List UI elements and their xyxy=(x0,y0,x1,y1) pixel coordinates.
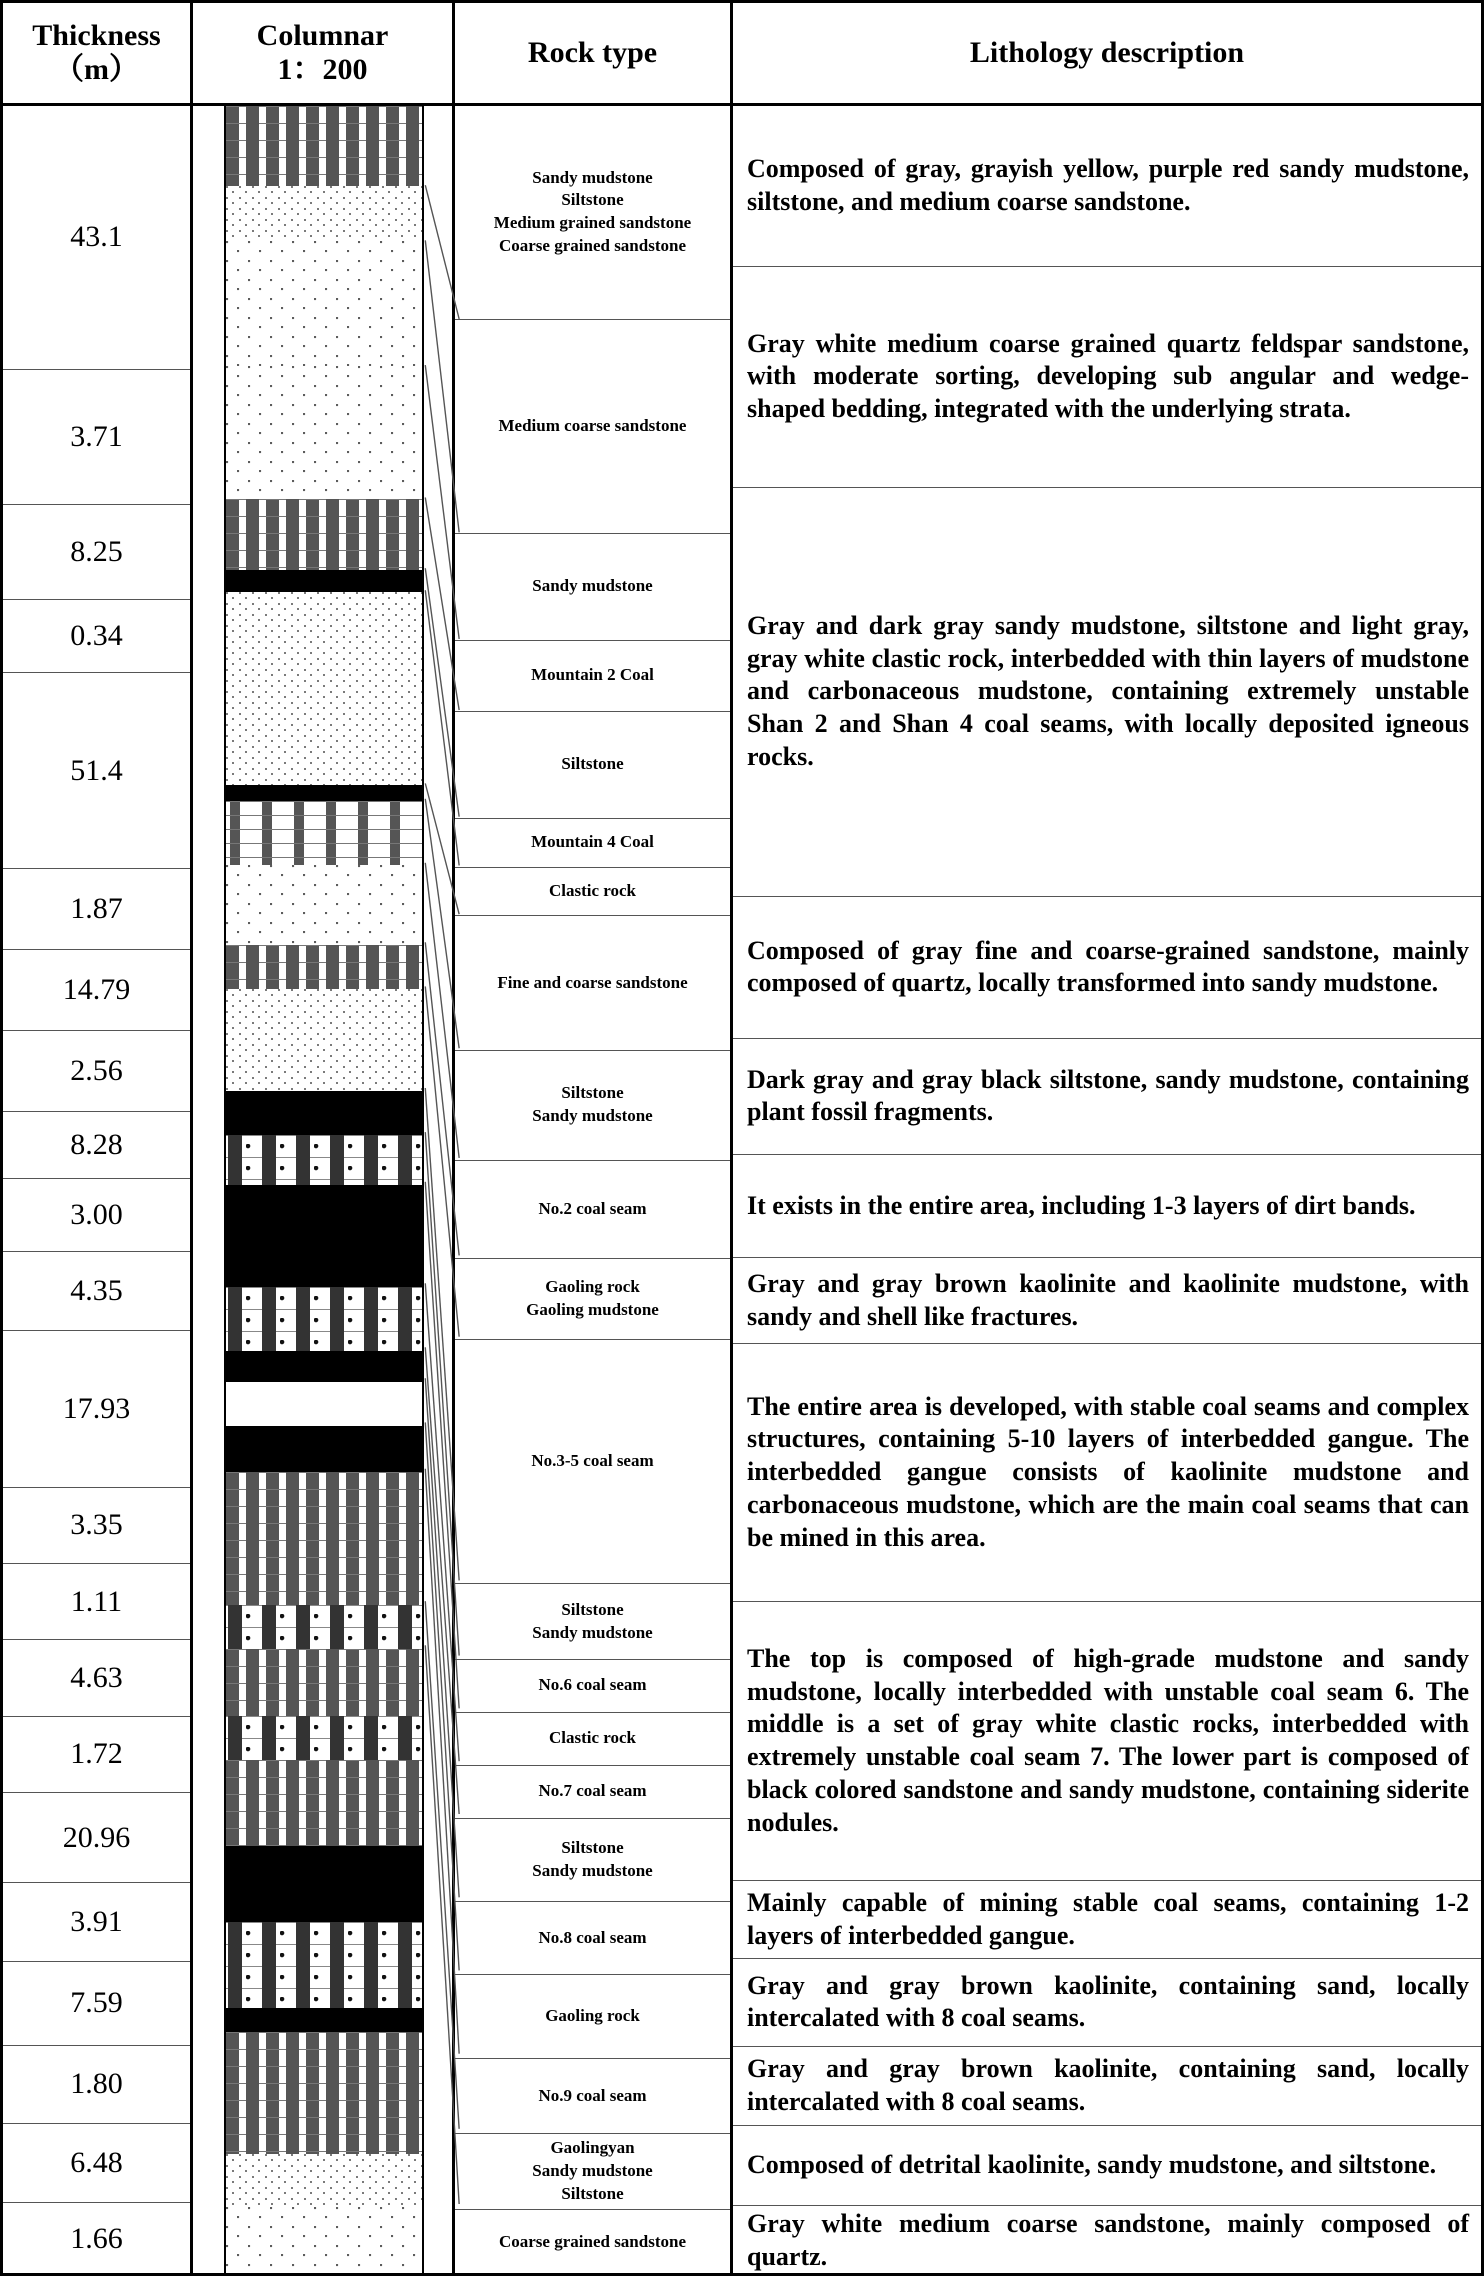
rock-type-row xyxy=(455,1819,730,1903)
thickness-row xyxy=(3,600,190,673)
thickness-value: 3.35 xyxy=(70,1508,123,1542)
rock-type-row xyxy=(455,534,730,641)
lithology-segment-coal-band xyxy=(226,1426,422,1472)
thickness-row xyxy=(3,1793,190,1883)
rock-type-row xyxy=(455,819,730,868)
thickness-value: 8.28 xyxy=(70,1127,123,1161)
lithology-segment-sandy-mudstone xyxy=(226,106,422,186)
lithology-segment-sandy-mudstone-2 xyxy=(226,499,422,570)
lithology-segment-gaoling-rock-2 xyxy=(226,1922,422,2008)
rock-type-label: Sandy mudstone xyxy=(532,576,653,596)
header-thickness xyxy=(3,3,193,103)
lithology-description-row xyxy=(733,2126,1481,2206)
thickness-value: 4.35 xyxy=(70,1273,123,1307)
lithology-segment-fine-coarse-sandstone xyxy=(226,865,422,945)
lithology-description-row xyxy=(733,1039,1481,1155)
lithology-segment-gaolingyan-sandy-mudstone xyxy=(226,2032,422,2154)
thickness-row xyxy=(3,1640,190,1716)
thickness-row xyxy=(3,1564,190,1640)
lithology-description-row xyxy=(733,267,1481,487)
lithology-description-row xyxy=(733,2206,1481,2276)
thickness-value: 1.72 xyxy=(70,1737,123,1771)
thickness-value: 1.87 xyxy=(70,892,123,926)
thickness-row xyxy=(3,869,190,950)
lithology-segment-no7-coal-seam xyxy=(226,1716,422,1760)
rock-type-row xyxy=(455,1259,730,1340)
lithology-segment-medium-grained-sandstone xyxy=(226,241,422,366)
thickness-value: 7.59 xyxy=(70,1986,123,2020)
thickness-row xyxy=(3,1883,190,1962)
thickness-value: 1.11 xyxy=(70,1584,123,1618)
thickness-value: 1.80 xyxy=(70,2067,123,2101)
lithology-description-text: Gray white medium coarse grained quartz feldspar sandstone, with moderate sorting, developing sub angular and wedge-shaped bedding, integrated with the underlying strata. xyxy=(747,328,1469,424)
lithology-segment-medium-coarse-sandstone xyxy=(226,366,422,499)
rock-type-label: Siltstone xyxy=(561,1599,624,1619)
lithology-strip xyxy=(224,106,424,2273)
lithology-description-row xyxy=(733,1155,1481,1258)
lithology-segment-siltstone-2 xyxy=(226,592,422,786)
header-rock-type: Rock type xyxy=(455,3,733,103)
lithology-segment-siltstone-4 xyxy=(226,2154,422,2207)
lithology-segment-clastic-rock-2 xyxy=(226,1649,422,1715)
lithology-description-column xyxy=(733,106,1481,2273)
lithology-segment-siltstone-sandy-mudstone-3 xyxy=(226,1760,422,1846)
rock-type-label: Coarse grained sandstone xyxy=(498,236,686,256)
header-columnar-line1: Columnar xyxy=(256,19,389,53)
lithology-segment-no6-coal-seam xyxy=(226,1605,422,1649)
thickness-row xyxy=(3,370,190,505)
lithology-description-text: Composed of gray fine and coarse-grained sandstone, mainly composed of quartz, locally transformed into sandy mudstone. xyxy=(747,935,1469,998)
rock-type-row xyxy=(455,1713,730,1766)
lithology-description-text: Gray and gray brown kaolinite, containing sand, locally intercalated with 8 coal seams. xyxy=(747,1970,1469,2033)
lithology-description-text: Gray and dark gray sandy mudstone, siltstone and light gray, gray white clastic rock, interbedded with thin layers of mudstone and carbonaceous mudstone, containing extremely unstable Shan 2 and Shan 4 coal seams, with locally deposited igneous rocks. xyxy=(747,610,1469,771)
lithology-description-row xyxy=(733,897,1481,1039)
lithology-description-row xyxy=(733,106,1481,267)
lithology-description-text: Composed of gray, grayish yellow, purple red sandy mudstone, siltstone, and medium coarse sandstone. xyxy=(747,154,1469,217)
rock-type-label: Medium coarse sandstone xyxy=(498,415,687,435)
thickness-value: 43.1 xyxy=(70,220,123,254)
rock-type-row xyxy=(455,1051,730,1161)
thickness-row xyxy=(3,950,190,1031)
header-lithology-description: Lithology description xyxy=(969,36,1245,70)
rock-type-label: Sandy mudstone xyxy=(532,2160,653,2180)
rock-type-label: Mountain 4 Coal xyxy=(531,832,654,852)
thickness-value: 4.63 xyxy=(70,1661,123,1695)
thickness-row xyxy=(3,1331,190,1488)
rock-type-label: Gaolingyan xyxy=(550,2138,635,2158)
rock-type-label: Gaoling mudstone xyxy=(526,1299,659,1319)
lithology-description-row xyxy=(733,1959,1481,2047)
rock-type-row xyxy=(455,1975,730,2059)
rock-type-label: Siltstone xyxy=(561,754,624,774)
thickness-column xyxy=(3,106,193,2273)
rock-type-row xyxy=(455,641,730,712)
thickness-value: 3.00 xyxy=(70,1198,123,1232)
lithology-description-text: Gray and gray brown kaolinite and kaolinite mudstone, with sandy and shell like fractures. xyxy=(747,1268,1469,1331)
rock-type-row xyxy=(455,2134,730,2209)
rock-type-label: No.9 coal seam xyxy=(538,2085,647,2105)
lithology-description-row xyxy=(733,1881,1481,1958)
thickness-value: 14.79 xyxy=(62,973,131,1007)
rock-type-label: Siltstone xyxy=(561,1083,624,1103)
rock-type-row xyxy=(455,2059,730,2134)
rock-type-row xyxy=(455,1660,730,1713)
thickness-value: 3.71 xyxy=(70,419,123,453)
lithology-description-row xyxy=(733,1344,1481,1602)
lithology-segment-no9-coal-seam xyxy=(226,2008,422,2032)
lithology-segment-no8-coal-seam xyxy=(226,1846,422,1921)
thickness-row xyxy=(3,1252,190,1331)
lithology-segment-siltstone-3 xyxy=(226,989,422,1091)
rock-type-row xyxy=(455,1584,730,1659)
rock-type-label: Sandy mudstone xyxy=(532,1860,653,1880)
rock-type-row xyxy=(455,1161,730,1259)
rock-type-label: No.6 coal seam xyxy=(538,1675,647,1695)
lithology-segment-no3-5-coal-seam-lower xyxy=(226,1351,422,1382)
rock-type-label: No.7 coal seam xyxy=(538,1781,647,1801)
thickness-row xyxy=(3,106,190,370)
thickness-row xyxy=(3,2203,190,2276)
lithology-description-text: Mainly capable of mining stable coal seams, containing 1-2 layers of interbedded gangue. xyxy=(747,1887,1469,1950)
table-body xyxy=(3,106,1481,2273)
lithology-segment-interbedded-gangue xyxy=(226,1287,422,1351)
lithology-segment-gaoling-rock xyxy=(226,1135,422,1185)
rock-type-label: Gaoling rock xyxy=(545,2006,640,2026)
rock-type-label: No.8 coal seam xyxy=(538,1927,647,1947)
lithology-segment-blank-gap xyxy=(226,1382,422,1426)
lithology-description-text: Gray and gray brown kaolinite, containing sand, locally intercalated with 8 coal seams. xyxy=(747,2054,1469,2117)
thickness-row xyxy=(3,673,190,869)
thickness-value: 3.91 xyxy=(70,1904,123,1938)
thickness-value: 1.66 xyxy=(70,2222,123,2256)
rock-type-row xyxy=(455,2210,730,2276)
rock-type-row xyxy=(455,1766,730,1819)
rock-type-label: Clastic rock xyxy=(548,1728,637,1748)
rock-type-label: No.2 coal seam xyxy=(538,1198,647,1218)
rock-type-label: Siltstone xyxy=(561,2183,624,2203)
lithology-segment-siltstone-sandy-mudstone-2 xyxy=(226,1472,422,1605)
rock-type-label: Siltstone xyxy=(561,1837,624,1857)
thickness-value: 51.4 xyxy=(70,753,123,787)
lithology-segment-mountain-4-coal xyxy=(226,785,422,800)
lithology-segment-siltstone-sandy-mudstone xyxy=(226,945,422,989)
header-thickness-line2: （m） xyxy=(53,53,139,86)
rock-type-column xyxy=(455,106,733,2273)
rock-type-label: Siltstone xyxy=(561,190,624,210)
lithology-description-row xyxy=(733,1602,1481,1881)
lithology-description-text: The entire area is developed, with stable coal seams and complex structures, containing 5-10 layers of interbedded gangue. The interbedded gangue consists of kaolinite mudstone and carbonaceous mudstone, which are the main coal seams that can be mined in this area. xyxy=(747,1391,1469,1552)
rock-type-row xyxy=(455,1902,730,1975)
thickness-row xyxy=(3,2124,190,2203)
rock-type-label: Medium grained sandstone xyxy=(493,213,692,233)
rock-type-row xyxy=(455,712,730,819)
table-header xyxy=(3,3,1481,106)
lithology-description-text: Gray white medium coarse sandstone, mainly composed of quartz. xyxy=(747,2209,1469,2271)
rock-type-label: No.3-5 coal seam xyxy=(531,1451,654,1471)
lithology-segment-no2-coal-seam xyxy=(226,1091,422,1135)
rock-type-label: Gaoling rock xyxy=(545,1276,640,1296)
thickness-row xyxy=(3,1488,190,1564)
header-columnar xyxy=(193,3,455,103)
lithology-segment-coarse-grained-sandstone xyxy=(226,2207,422,2276)
thickness-value: 8.25 xyxy=(70,534,123,568)
rock-type-label: Sandy mudstone xyxy=(532,1106,653,1126)
rock-type-label: Sandy mudstone xyxy=(532,167,653,187)
rock-type-row xyxy=(455,916,730,1050)
thickness-row xyxy=(3,505,190,600)
thickness-value: 20.96 xyxy=(62,1820,131,1854)
rock-type-label: Coarse grained sandstone xyxy=(498,2232,686,2252)
thickness-value: 6.48 xyxy=(70,2146,123,2180)
thickness-value: 2.56 xyxy=(70,1053,123,1087)
lithology-segment-mountain-2-coal xyxy=(226,570,422,592)
rock-type-label: Fine and coarse sandstone xyxy=(497,972,688,992)
thickness-value: 17.93 xyxy=(62,1391,131,1425)
lithology-segment-clastic-rock xyxy=(226,801,422,865)
rock-type-row xyxy=(455,1340,730,1584)
rock-type-row xyxy=(455,868,730,917)
lithology-description-text: Composed of detrital kaolinite, sandy mudstone, and siltstone. xyxy=(747,2150,1437,2180)
lithology-segment-no3-5-coal-seam-upper xyxy=(226,1185,422,1287)
columnar-graphic-column xyxy=(193,106,455,2273)
thickness-row xyxy=(3,1112,190,1179)
thickness-row xyxy=(3,1031,190,1112)
thickness-row xyxy=(3,1717,190,1793)
lithology-segment-siltstone xyxy=(226,186,422,241)
thickness-value: 0.34 xyxy=(70,618,123,652)
rock-type-label: Sandy mudstone xyxy=(532,1622,653,1642)
header-thickness-line1: Thickness xyxy=(32,19,161,53)
thickness-row xyxy=(3,2046,190,2125)
lithology-description-row xyxy=(733,1258,1481,1344)
header-columnar-line2: 1：200 xyxy=(277,53,368,86)
rock-type-row xyxy=(455,106,730,320)
thickness-row xyxy=(3,1179,190,1252)
lithology-description-row xyxy=(733,488,1481,897)
thickness-row xyxy=(3,1962,190,2046)
lithology-description-text: It exists in the entire area, including 1-3 layers of dirt bands. xyxy=(747,1190,1416,1220)
rock-type-label: Mountain 2 Coal xyxy=(531,665,654,685)
lithology-description-text: Dark gray and gray black siltstone, sandy mudstone, containing plant fossil fragments. xyxy=(747,1064,1469,1127)
rock-type-label: Clastic rock xyxy=(548,881,637,901)
lithology-description-text: The top is composed of high-grade mudstone and sandy mudstone, locally interbedded with unstable coal seam 6. The middle is a set of gray white clastic rocks, interbedded with extremely unstable coal seam 7. The lower part is composed of black colored sandstone and sandy mudstone, containing siderite nodules. xyxy=(747,1643,1469,1837)
lithology-description-row xyxy=(733,2047,1481,2127)
rock-type-row xyxy=(455,320,730,534)
